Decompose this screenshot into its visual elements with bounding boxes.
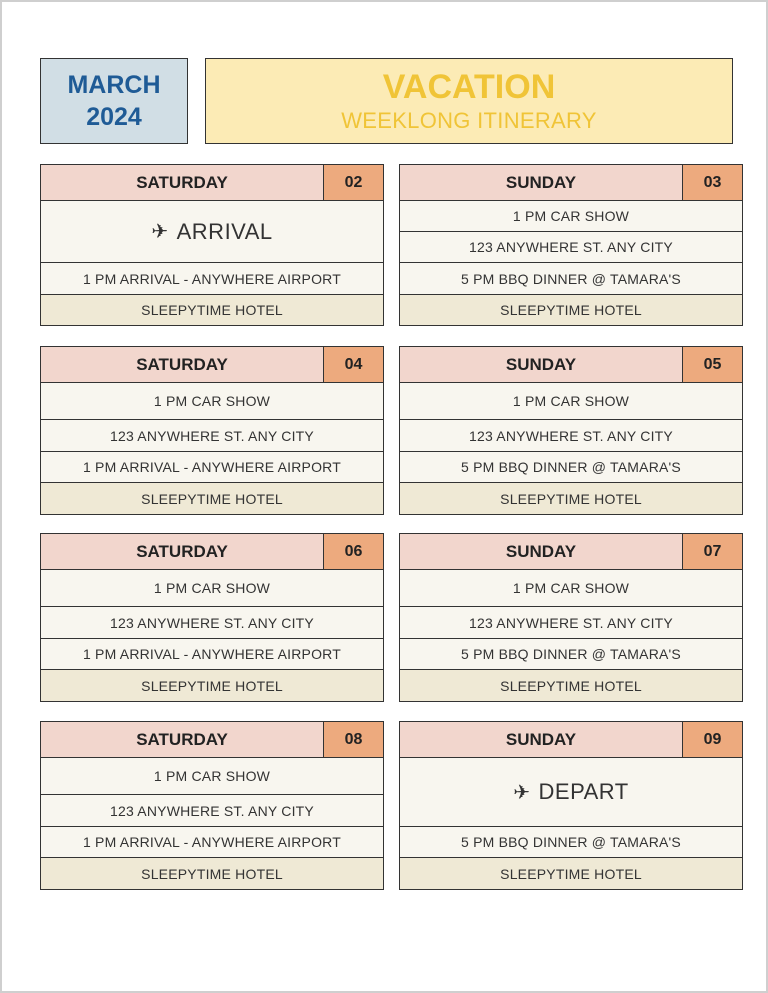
itinerary-row: 1 PM ARRIVAL - ANYWHERE AIRPORT	[41, 639, 383, 670]
itinerary-row: 1 PM CAR SHOW	[41, 383, 383, 420]
highlight-label: ARRIVAL	[176, 218, 273, 244]
day-header	[400, 347, 742, 383]
airplane-icon: ✈	[513, 781, 531, 804]
itinerary-row: 123 ANYWHERE ST. ANY CITY	[400, 607, 742, 639]
itinerary-row: 123 ANYWHERE ST. ANY CITY	[41, 795, 383, 827]
day-card	[399, 533, 743, 702]
itinerary-row: 1 PM ARRIVAL - ANYWHERE AIRPORT	[41, 452, 383, 483]
title-box	[205, 58, 733, 144]
day-date: 03	[682, 165, 742, 200]
day-header	[41, 347, 383, 383]
hotel-row: SLEEPYTIME HOTEL	[41, 295, 383, 325]
itinerary-row: 123 ANYWHERE ST. ANY CITY	[41, 420, 383, 452]
day-date: 04	[323, 347, 383, 382]
itinerary-row: 123 ANYWHERE ST. ANY CITY	[400, 232, 742, 263]
day-header	[400, 722, 742, 758]
highlight-row	[400, 758, 742, 827]
itinerary-row: 1 PM CAR SHOW	[400, 201, 742, 232]
day-name: SUNDAY	[400, 534, 682, 569]
hotel-row: SLEEPYTIME HOTEL	[400, 295, 742, 325]
day-name: SATURDAY	[41, 722, 323, 757]
day-date: 02	[323, 165, 383, 200]
day-header	[400, 534, 742, 570]
itinerary-row: 5 PM BBQ DINNER @ TAMARA'S	[400, 452, 742, 483]
hotel-row: SLEEPYTIME HOTEL	[400, 483, 742, 514]
hotel-row: SLEEPYTIME HOTEL	[400, 670, 742, 701]
day-date: 09	[682, 722, 742, 757]
itinerary-row: 5 PM BBQ DINNER @ TAMARA'S	[400, 639, 742, 670]
year-label: 2024	[86, 103, 142, 131]
day-card	[399, 721, 743, 890]
day-name: SATURDAY	[41, 347, 323, 382]
itinerary-row: 123 ANYWHERE ST. ANY CITY	[400, 420, 742, 452]
page-subtitle: WEEKLONG ITINERARY	[341, 108, 597, 133]
day-header	[41, 722, 383, 758]
day-name: SATURDAY	[41, 534, 323, 569]
itinerary-row: 5 PM BBQ DINNER @ TAMARA'S	[400, 827, 742, 858]
itinerary-row: 1 PM CAR SHOW	[400, 383, 742, 420]
page-title: VACATION	[382, 68, 556, 106]
day-card	[40, 346, 384, 515]
day-name: SUNDAY	[400, 722, 682, 757]
day-card	[399, 346, 743, 515]
day-date: 05	[682, 347, 742, 382]
day-date: 07	[682, 534, 742, 569]
itinerary-row: 123 ANYWHERE ST. ANY CITY	[41, 607, 383, 639]
day-name: SUNDAY	[400, 347, 682, 382]
day-header	[41, 165, 383, 201]
hotel-row: SLEEPYTIME HOTEL	[41, 858, 383, 889]
day-header	[41, 534, 383, 570]
day-card	[40, 533, 384, 702]
hotel-row: SLEEPYTIME HOTEL	[400, 858, 742, 889]
day-date: 06	[323, 534, 383, 569]
day-name: SUNDAY	[400, 165, 682, 200]
day-name: SATURDAY	[41, 165, 323, 200]
day-card	[399, 164, 743, 326]
itinerary-row: 1 PM CAR SHOW	[41, 570, 383, 607]
itinerary-row: 5 PM BBQ DINNER @ TAMARA'S	[400, 263, 742, 295]
airplane-icon: ✈	[151, 221, 169, 243]
day-date: 08	[323, 722, 383, 757]
day-card	[40, 164, 384, 326]
highlight-row	[41, 201, 383, 263]
itinerary-row: 1 PM ARRIVAL - ANYWHERE AIRPORT	[41, 827, 383, 858]
month-label: MARCH	[67, 71, 161, 99]
hotel-row: SLEEPYTIME HOTEL	[41, 483, 383, 514]
hotel-row: SLEEPYTIME HOTEL	[41, 670, 383, 701]
itinerary-row: 1 PM CAR SHOW	[400, 570, 742, 607]
highlight-label: DEPART	[538, 779, 629, 804]
month-box	[40, 58, 188, 144]
day-card	[40, 721, 384, 890]
day-header	[400, 165, 742, 201]
itinerary-row: 1 PM ARRIVAL - ANYWHERE AIRPORT	[41, 263, 383, 295]
itinerary-row: 1 PM CAR SHOW	[41, 758, 383, 795]
